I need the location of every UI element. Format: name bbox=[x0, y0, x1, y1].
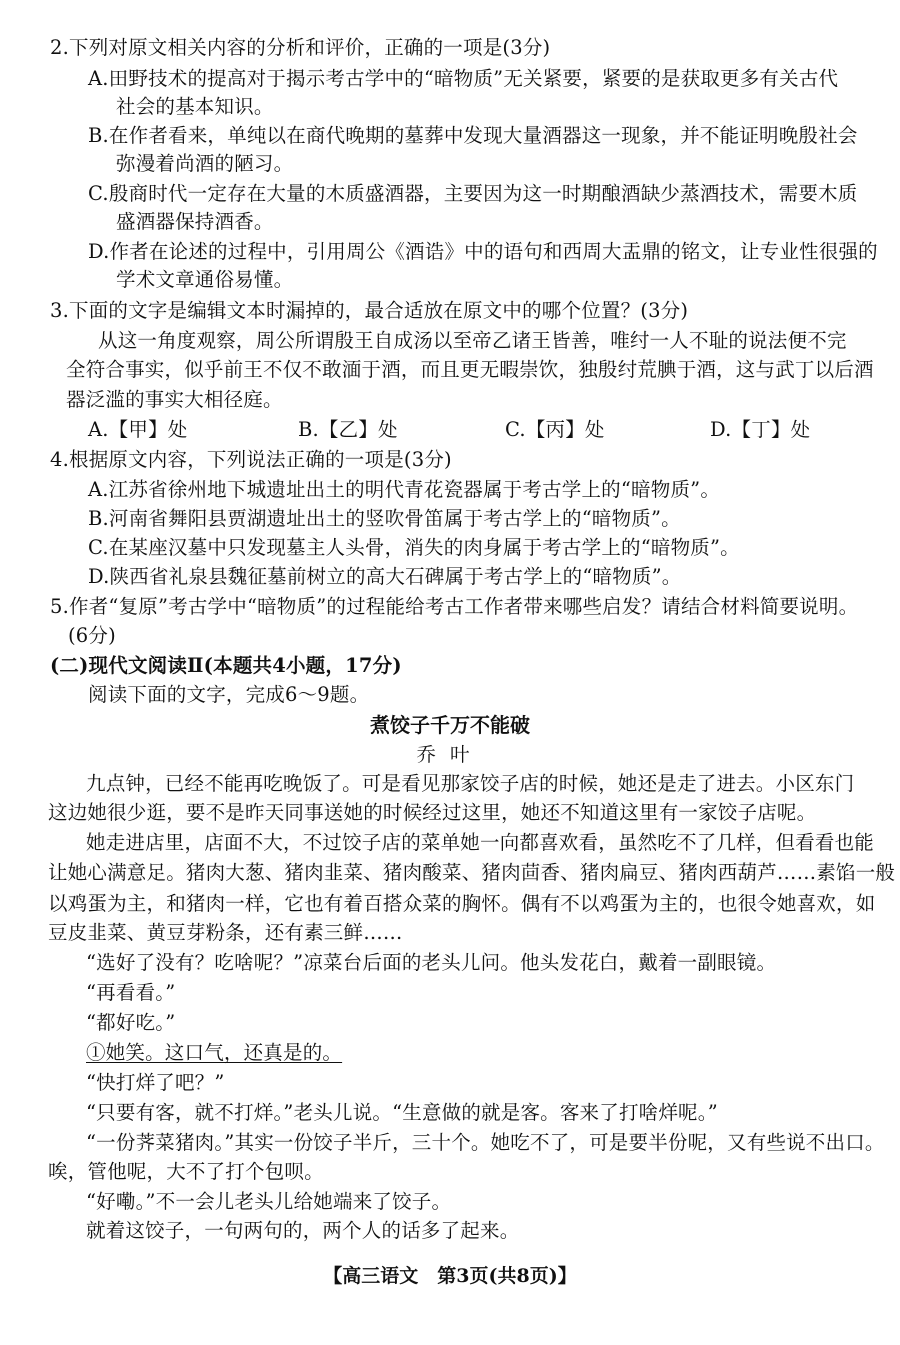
q2-option-d-line2: 学术文章通俗易懂。 bbox=[116, 268, 294, 291]
q3-options bbox=[0, 417, 900, 443]
q4-option-d: D.陕西省礼泉县魏征墓前树立的高大石碑属于考古学上的“暗物质”。 bbox=[88, 565, 682, 588]
q3-passage-line2: 全符合事实，似乎前王不仅不敢湎于酒，而且更无暇崇饮，独殷纣荒腆于酒，这与武丁以后酒 bbox=[66, 358, 874, 381]
q2-option-a-line1: A.田野技术的提高对于揭示考古学中的“暗物质”无关紧要，紧要的是获取更多有关古代 bbox=[88, 67, 839, 90]
story-author: 乔叶 bbox=[416, 743, 484, 766]
q5-stem-line2: (6分) bbox=[68, 624, 116, 647]
q3-stem: 3.下面的文字是编辑文本时漏掉的，最合适放在原文中的哪个位置？(3分) bbox=[50, 299, 689, 322]
page-footer: 【高三语文 第3页(共8页)】 bbox=[323, 1265, 577, 1287]
story-para2-line1: 她走进店里，店面不大，不过饺子店的菜单她一向都喜欢看，虽然吃不了几样，但看看也能 bbox=[86, 831, 875, 854]
story-para4: “再看看。” bbox=[86, 981, 176, 1004]
q2-option-b-line1: B.在作者看来，单纯以在商代晚期的墓葬中发现大量酒器这一现象，并不能证明晚殷社会 bbox=[88, 124, 858, 147]
story-para10: “好嘞。”不一会儿老头儿给她端来了饺子。 bbox=[86, 1190, 452, 1213]
q2-option-c-line1: C.殷商时代一定存在大量的木质盛酒器，主要因为这一时期酿酒缺少蒸酒技术，需要木质 bbox=[88, 182, 858, 205]
story-para1-line1: 九点钟，已经不能再吃晚饭了。可是看见那家饺子店的时候，她还是走了进去。小区东门 bbox=[86, 772, 855, 795]
q3-passage-line1: 从这一角度观察，周公所谓殷王自成汤以至帝乙诸王皆善，唯纣一人不耻的说法便不完 bbox=[98, 329, 847, 352]
q3-option-c: C.【丙】处 bbox=[505, 418, 605, 441]
q2-option-c-line2: 盛酒器保持酒香。 bbox=[116, 210, 274, 233]
q2-option-a-line2: 社会的基本知识。 bbox=[116, 95, 274, 118]
story-title: 煮饺子千万不能破 bbox=[370, 713, 530, 737]
q3-passage-line3: 器泛滥的事实大相径庭。 bbox=[66, 388, 283, 411]
q2-option-b-line2: 弥漫着尚酒的陋习。 bbox=[116, 152, 294, 175]
story-para7: “快打烊了吧？” bbox=[86, 1071, 225, 1094]
q4-stem: 4.根据原文内容，下列说法正确的一项是(3分) bbox=[50, 448, 452, 471]
story-para6-underlined: ①她笑。这口气，还真是的。 bbox=[86, 1041, 343, 1064]
q4-option-b: B.河南省舞阳县贾湖遗址出土的竖吹骨笛属于考古学上的“暗物质”。 bbox=[88, 507, 681, 530]
q3-option-b: B.【乙】处 bbox=[298, 418, 398, 441]
story-para11: 就着这饺子，一句两句的，两个人的话多了起来。 bbox=[86, 1219, 520, 1242]
story-para5: “都好吃。” bbox=[86, 1011, 176, 1034]
story-para2-line3: 以鸡蛋为主，和猪肉一样，它也有着百搭众菜的胸怀。偶有不以鸡蛋为主的，也很令她喜欢，如 bbox=[48, 892, 876, 915]
story-para9-line2: 唉，管他呢，大不了打个包呗。 bbox=[48, 1160, 324, 1183]
story-para9-line1: “一份荠菜猪肉。”其实一份饺子半斤，三十个。她吃不了，可是要半份呢，又有些说不出口。 bbox=[86, 1131, 885, 1154]
story-para8: “只要有客，就不打烊。”老头儿说。“生意做的就是客。客来了打啥烊呢。” bbox=[86, 1101, 718, 1124]
q5-stem-line1: 5.作者“复原”考古学中“暗物质”的过程能给考古工作者带来哪些启发？请结合材料简要说明。 bbox=[50, 595, 859, 618]
q4-option-a: A.江苏省徐州地下城遗址出土的明代青花瓷器属于考古学上的“暗物质”。 bbox=[88, 478, 721, 501]
story-para2-line4: 豆皮韭菜、黄豆芽粉条，还有素三鲜…… bbox=[48, 921, 403, 944]
section-instruction: 阅读下面的文字，完成6～9题。 bbox=[88, 683, 370, 706]
story-para3: “选好了没有？吃啥呢？”凉菜台后面的老头儿问。他头发花白，戴着一副眼镜。 bbox=[86, 951, 777, 974]
section-heading: (二)现代文阅读Ⅱ(本题共4小题，17分) bbox=[50, 654, 402, 677]
story-para1-line2: 这边她很少逛，要不是昨天同事送她的时候经过这里，她还不知道这里有一家饺子店呢。 bbox=[48, 801, 817, 824]
story-para2-line2: 让她心满意足。猪肉大葱、猪肉韭菜、猪肉酸菜、猪肉茴香、猪肉扁豆、猪肉西葫芦……素馅一般 bbox=[48, 861, 896, 884]
q2-option-d-line1: D.作者在论述的过程中，引用周公《酒诰》中的语句和西周大盂鼎的铭文，让专业性很强的 bbox=[88, 240, 878, 263]
q2-stem: 2.下列对原文相关内容的分析和评价，正确的一项是(3分) bbox=[50, 36, 551, 59]
q4-option-c: C.在某座汉墓中只发现墓主人头骨，消失的肉身属于考古学上的“暗物质”。 bbox=[88, 536, 740, 559]
q3-option-d: D.【丁】处 bbox=[710, 418, 811, 441]
q3-option-a: A.【甲】处 bbox=[88, 418, 188, 441]
